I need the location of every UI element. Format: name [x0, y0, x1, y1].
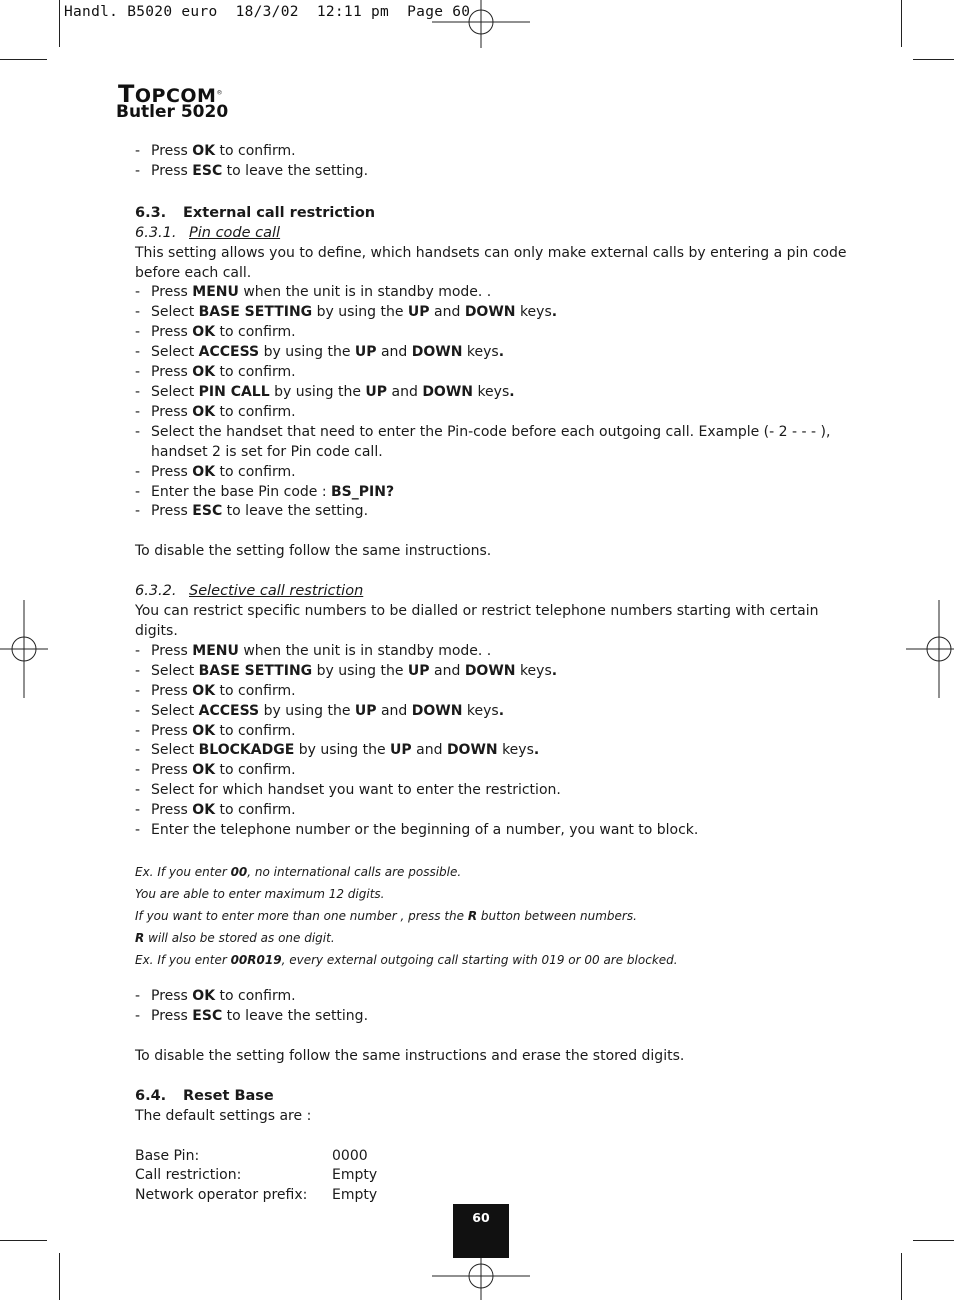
- keyword: DOWN: [411, 344, 463, 361]
- keyword: DOWN: [446, 742, 498, 759]
- bullet-dash: -: [135, 403, 141, 420]
- list-item: [135, 283, 855, 303]
- list-item: [135, 702, 855, 722]
- default-setting-row: [135, 1147, 855, 1167]
- print-slug: Handl. B5020 euro 18/3/02 12:11 pm Page 60: [64, 4, 471, 20]
- text-segment: Select the handset that need to enter the Pin-code before each outgoing call. Example (- 2 - - - ), handset 2 is set for Pin code call.: [151, 423, 831, 460]
- registration-mark-top: [432, 0, 530, 48]
- list-item: [135, 801, 855, 821]
- list-item: [135, 383, 855, 403]
- crop-mark: [901, 0, 902, 47]
- text-segment: to confirm.: [215, 682, 296, 699]
- keyword: R: [467, 909, 478, 923]
- text-segment: to confirm.: [215, 364, 296, 381]
- keyword: UP: [390, 742, 412, 759]
- text-segment: If you want to enter more than one number , press the: [135, 909, 468, 923]
- text-segment: Press: [151, 162, 193, 179]
- keyword: MENU: [192, 284, 239, 301]
- text-segment: Select: [151, 742, 199, 759]
- keyword: OK: [192, 762, 216, 779]
- text-segment: to leave the setting.: [222, 162, 369, 179]
- text-segment: to leave the setting.: [222, 503, 369, 520]
- bullet-dash: -: [135, 682, 141, 699]
- text-segment: Press: [151, 722, 193, 739]
- pin-code-note: To disable the setting follow the same instructions.: [135, 543, 492, 560]
- text-segment: when the unit is in standby mode. .: [238, 642, 492, 659]
- bullet-dash: -: [135, 143, 141, 159]
- keyword: ESC: [192, 162, 223, 179]
- keyword: 00R019: [230, 953, 282, 967]
- list-item: [135, 403, 855, 423]
- default-settings-table: [135, 1147, 855, 1207]
- bullet-dash: -: [135, 642, 141, 659]
- setting-label: Network operator prefix:: [135, 1187, 308, 1204]
- keyword: UP: [354, 344, 377, 361]
- keyword: .: [551, 662, 558, 679]
- list-item: [135, 662, 855, 682]
- bullet-dash: -: [135, 822, 141, 839]
- bullet-dash: -: [135, 344, 141, 361]
- bullet-dash: -: [135, 364, 141, 381]
- keyword: UP: [407, 662, 430, 679]
- text-segment: Press: [151, 403, 193, 420]
- crop-mark: [901, 1253, 902, 1300]
- bullet-dash: -: [135, 284, 141, 301]
- text-segment: by using the: [269, 383, 366, 400]
- bullet-dash: -: [135, 722, 141, 739]
- keyword: 00: [230, 865, 248, 879]
- text-segment: will also be stored as one digit.: [144, 931, 335, 945]
- section-6-4-heading: 6.4. Reset Base: [135, 1087, 274, 1104]
- bullet-dash: -: [135, 802, 141, 819]
- text-segment: Select: [151, 304, 199, 321]
- list-item: [135, 987, 855, 1007]
- list-item: [135, 363, 855, 383]
- text-segment: keys: [462, 702, 499, 719]
- list-item: [135, 343, 855, 363]
- keyword: OK: [192, 988, 216, 1004]
- keyword: PIN CALL: [198, 383, 270, 400]
- keyword: .: [498, 344, 505, 361]
- bullet-dash: -: [135, 762, 141, 779]
- registration-mark-bottom: [432, 1252, 530, 1300]
- keyword: BLOCKADGE: [198, 742, 295, 759]
- bullet-dash: -: [135, 988, 141, 1004]
- example-line: [135, 927, 855, 949]
- keyword: BASE SETTING: [198, 662, 313, 679]
- keyword: OK: [192, 722, 216, 739]
- text-segment: to confirm.: [215, 988, 296, 1004]
- text-segment: Enter the telephone number or the beginning of a number, you want to block.: [151, 822, 699, 839]
- section-6-3-1-description: This setting allows you to define, which handsets can only make external calls by entering a pin code before each call.: [135, 244, 847, 281]
- text-segment: Press: [151, 463, 193, 480]
- text-segment: Ex. If you enter: [135, 953, 231, 967]
- section-6-3-1-heading: 6.3.1. Pin code call: [135, 224, 281, 241]
- list-item: [135, 303, 855, 323]
- keyword: .: [551, 304, 558, 321]
- text-segment: Press: [151, 762, 193, 779]
- bullet-dash: -: [135, 324, 141, 341]
- crop-mark: [0, 1240, 47, 1241]
- keyword: OK: [192, 682, 216, 699]
- keyword: MENU: [192, 642, 239, 659]
- crop-mark: [0, 59, 47, 60]
- text-segment: and: [429, 662, 465, 679]
- crop-mark: [59, 0, 60, 47]
- keyword: .: [498, 702, 505, 719]
- text-segment: and: [376, 344, 412, 361]
- list-item: [135, 142, 855, 162]
- restriction-examples: [135, 861, 855, 971]
- list-item: [135, 781, 855, 801]
- text-segment: by using the: [294, 742, 391, 759]
- setting-label: Call restriction:: [135, 1167, 242, 1184]
- manual-content: [135, 142, 855, 1206]
- keyword: OK: [192, 324, 216, 341]
- bullet-dash: -: [135, 423, 141, 440]
- selective-restriction-note: To disable the setting follow the same instructions and erase the stored digits.: [135, 1047, 685, 1064]
- keyword: OK: [192, 463, 216, 480]
- bullet-dash: -: [135, 702, 141, 719]
- list-item: [135, 741, 855, 761]
- text-segment: to leave the setting.: [222, 1007, 369, 1024]
- pin-code-steps: [135, 283, 855, 522]
- text-segment: when the unit is in standby mode. .: [238, 284, 492, 301]
- default-setting-row: [135, 1166, 855, 1186]
- keyword: UP: [365, 383, 388, 400]
- setting-value: Empty: [332, 1187, 378, 1204]
- text-segment: keys: [515, 662, 552, 679]
- keyword: BASE SETTING: [198, 304, 313, 321]
- text-segment: Select: [151, 383, 199, 400]
- setting-value: 0000: [332, 1147, 368, 1164]
- keyword: .: [509, 383, 515, 400]
- bullet-dash: -: [135, 782, 141, 799]
- text-segment: keys: [497, 742, 534, 759]
- keyword: ACCESS: [198, 344, 260, 361]
- keyword: OK: [192, 143, 216, 159]
- keyword: ESC: [192, 1007, 223, 1024]
- text-segment: Press: [151, 642, 193, 659]
- text-segment: You are able to enter maximum 12 digits.: [135, 887, 385, 901]
- bullet-dash: -: [135, 503, 141, 520]
- section-6-3-2-heading: 6.3.2. Selective call restriction: [135, 583, 364, 600]
- text-segment: and: [429, 304, 465, 321]
- crop-mark: [913, 1240, 954, 1241]
- keyword: DOWN: [464, 662, 516, 679]
- text-segment: Select: [151, 662, 199, 679]
- text-segment: Press: [151, 324, 193, 341]
- list-item: [135, 821, 855, 841]
- list-item: [135, 722, 855, 742]
- setting-value: Empty: [332, 1167, 378, 1184]
- example-line: [135, 883, 855, 905]
- text-segment: Select for which handset you want to enter the restriction.: [151, 782, 561, 799]
- keyword: DOWN: [411, 702, 463, 719]
- registration-mark-left: [0, 600, 48, 698]
- text-segment: to confirm.: [215, 463, 296, 480]
- list-item: [135, 642, 855, 662]
- list-item: [135, 423, 855, 463]
- text-segment: by using the: [312, 304, 408, 321]
- bullet-dash: -: [135, 304, 141, 321]
- text-segment: to confirm.: [215, 403, 296, 420]
- topcom-logo: TOPCOM®: [118, 80, 223, 108]
- section-6-4-description: The default settings are :: [135, 1107, 312, 1124]
- intro-steps: [135, 142, 855, 182]
- list-item: [135, 483, 855, 503]
- text-segment: to confirm.: [215, 762, 296, 779]
- model-name: Butler 5020: [116, 102, 229, 122]
- text-segment: Ex. If you enter: [135, 865, 231, 879]
- crop-mark: [59, 1253, 60, 1300]
- list-item: [135, 761, 855, 781]
- keyword: OK: [192, 802, 216, 819]
- text-segment: keys: [473, 383, 510, 400]
- text-segment: button between numbers.: [477, 909, 637, 923]
- text-segment: to confirm.: [215, 802, 296, 819]
- text-segment: by using the: [312, 662, 408, 679]
- keyword: ESC: [192, 503, 223, 520]
- text-segment: , no international calls are possible.: [247, 865, 462, 879]
- list-item: [135, 682, 855, 702]
- bullet-dash: -: [135, 1007, 141, 1024]
- list-item: [135, 502, 855, 522]
- registration-mark-right: [906, 600, 954, 698]
- bullet-dash: -: [135, 383, 141, 400]
- text-segment: keys: [515, 304, 552, 321]
- text-segment: Select: [151, 344, 199, 361]
- bullet-dash: -: [135, 483, 141, 500]
- section-6-3-2-description: You can restrict specific numbers to be dialled or restrict telephone numbers starting with certain digits.: [135, 603, 819, 640]
- bullet-dash: -: [135, 662, 141, 679]
- list-item: [135, 162, 855, 182]
- bullet-dash: -: [135, 463, 141, 480]
- keyword: UP: [407, 304, 430, 321]
- text-segment: by using the: [259, 344, 355, 361]
- text-segment: and: [376, 702, 412, 719]
- text-segment: Press: [151, 503, 193, 520]
- list-item: [135, 1007, 855, 1027]
- text-segment: Press: [151, 988, 193, 1004]
- keyword: DOWN: [464, 304, 516, 321]
- text-segment: Press: [151, 143, 193, 159]
- text-segment: Enter the base Pin code :: [151, 483, 332, 500]
- keyword: DOWN: [422, 383, 473, 400]
- example-line: [135, 905, 855, 927]
- text-segment: Press: [151, 682, 193, 699]
- text-segment: Press: [151, 284, 193, 301]
- selective-restriction-steps: [135, 642, 855, 841]
- text-segment: by using the: [259, 702, 355, 719]
- list-item: [135, 463, 855, 483]
- keyword: OK: [192, 403, 216, 420]
- bullet-dash: -: [135, 742, 141, 759]
- text-segment: to confirm.: [215, 143, 296, 159]
- keyword: R: [135, 931, 145, 945]
- setting-label: Base Pin:: [135, 1147, 200, 1164]
- keyword: UP: [354, 702, 377, 719]
- text-segment: to confirm.: [215, 324, 296, 341]
- text-segment: to confirm.: [215, 722, 296, 739]
- text-segment: , every external outgoing call starting with 019 or 00 are blocked.: [281, 953, 678, 967]
- text-segment: Press: [151, 802, 193, 819]
- text-segment: Select: [151, 702, 199, 719]
- bullet-dash: -: [135, 162, 141, 179]
- keyword: OK: [192, 364, 216, 381]
- text-segment: Press: [151, 364, 193, 381]
- text-segment: and: [411, 742, 447, 759]
- keyword: ACCESS: [198, 702, 260, 719]
- example-line: [135, 861, 855, 883]
- text-segment: keys: [462, 344, 499, 361]
- text-segment: and: [387, 383, 423, 400]
- section-6-3-heading: 6.3. External call restriction: [135, 204, 376, 221]
- list-item: [135, 323, 855, 343]
- example-line: [135, 949, 855, 971]
- crop-mark: [913, 59, 954, 60]
- page-number: 60: [453, 1204, 509, 1258]
- keyword: .: [533, 742, 540, 759]
- selective-final-steps: [135, 987, 855, 1027]
- text-segment: Press: [151, 1007, 193, 1024]
- keyword: BS_PIN?: [331, 483, 395, 500]
